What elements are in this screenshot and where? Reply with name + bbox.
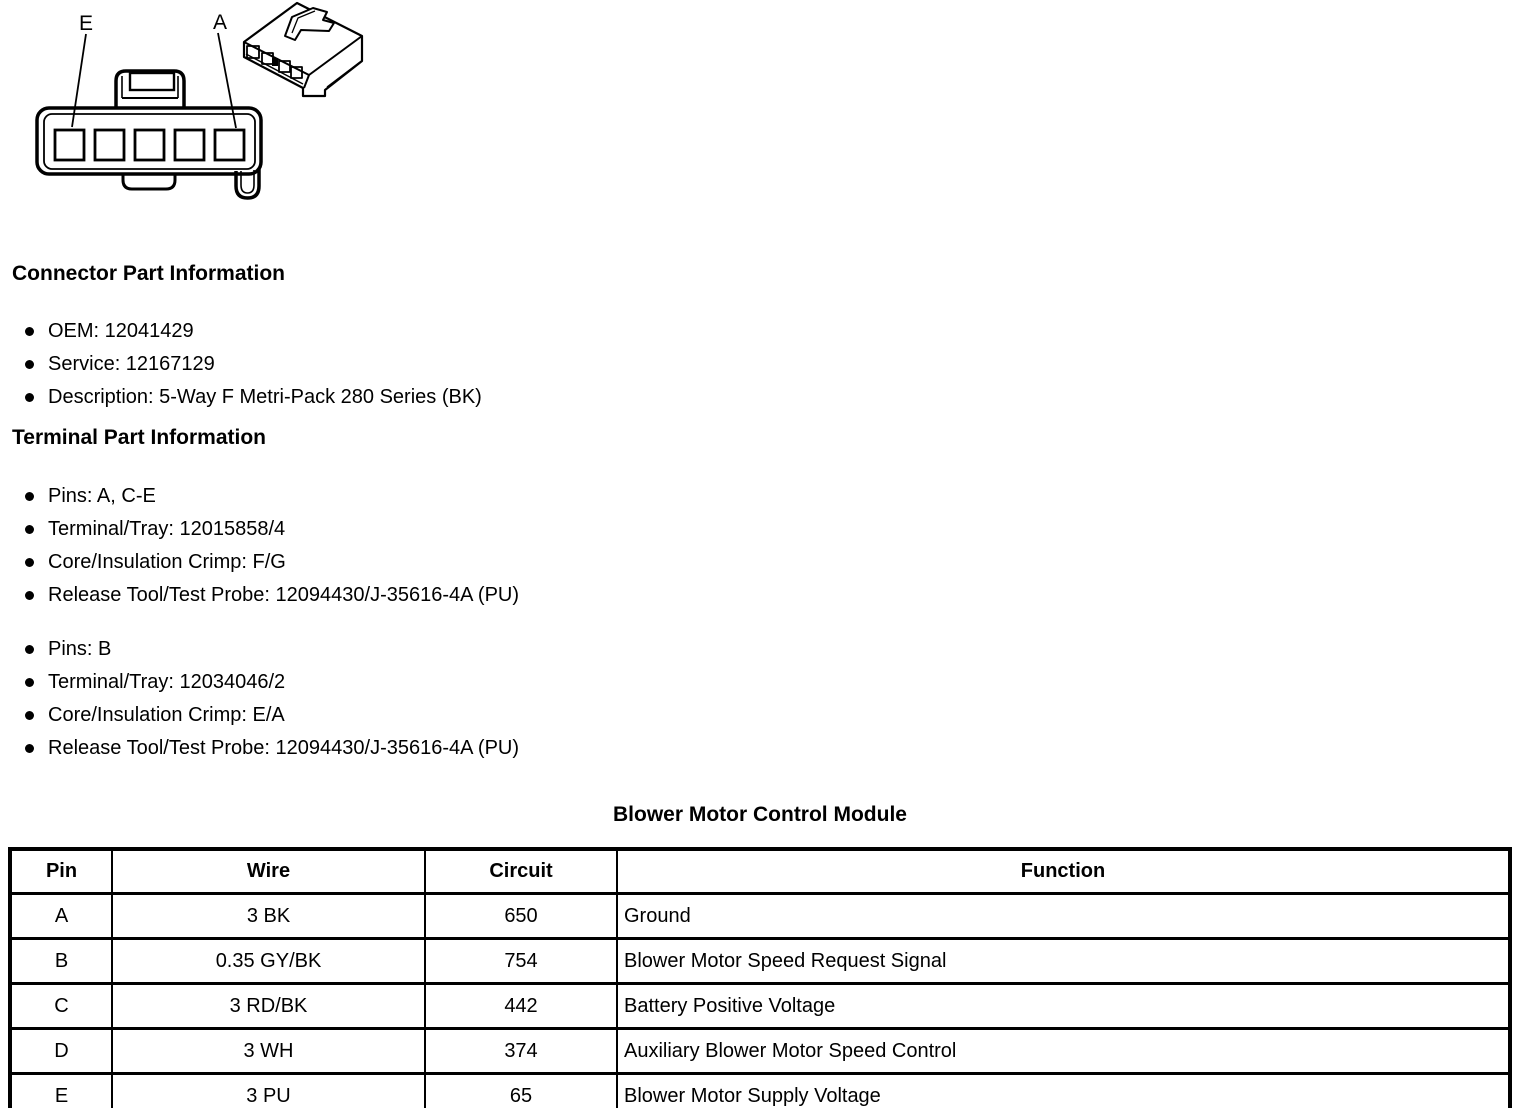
list-item [25, 579, 519, 612]
circuit-cell: 754 [425, 939, 617, 984]
list-item [25, 699, 519, 732]
cavity-c [135, 130, 164, 160]
circuit-cell: 442 [425, 984, 617, 1029]
bullet-icon [25, 678, 34, 687]
list-item-text: Description: 5-Way F Metri-Pack 280 Series (BK) [48, 386, 482, 408]
pin-cell: A [10, 894, 112, 939]
connector-front-view [37, 33, 261, 198]
pin-cell: B [10, 939, 112, 984]
bullet-icon [25, 492, 34, 501]
table-row [10, 939, 1510, 984]
bullet-icon [25, 558, 34, 567]
wire-cell: 0.35 GY/BK [112, 939, 425, 984]
list-item [25, 315, 482, 348]
bullet-icon [25, 711, 34, 720]
list-item [25, 348, 482, 381]
cavity-d [95, 130, 124, 160]
pin-label-e: E [78, 12, 94, 35]
table-header-row [10, 849, 1510, 894]
circuit-cell: 374 [425, 1029, 617, 1074]
pin-cell: E [10, 1074, 112, 1108]
connector-part-information-heading: Connector Part Information [12, 262, 286, 285]
wire-cell: 3 BK [112, 894, 425, 939]
circuit-header: Circuit [425, 849, 617, 894]
list-item-text: Service: 12167129 [48, 353, 215, 375]
circuit-cell: 65 [425, 1074, 617, 1108]
function-cell: Blower Motor Supply Voltage [617, 1074, 1510, 1108]
function-cell: Auxiliary Blower Motor Speed Control [617, 1029, 1510, 1074]
leader-line-e [72, 34, 86, 127]
list-item-text: Terminal/Tray: 12015858/4 [48, 518, 286, 540]
pin-label-a: A [212, 11, 228, 34]
connector-perspective-view [244, 3, 362, 96]
list-item-text: OEM: 12041429 [48, 320, 194, 342]
circuit-cell: 650 [425, 894, 617, 939]
table-row [10, 1029, 1510, 1074]
list-item-text: Pins: A, C-E [48, 485, 156, 507]
terminal-part-information-heading: Terminal Part Information [12, 426, 266, 449]
cavity-e [55, 130, 84, 160]
function-cell: Blower Motor Speed Request Signal [617, 939, 1510, 984]
function-cell: Battery Positive Voltage [617, 984, 1510, 1029]
terminal-group-1-list [25, 480, 519, 612]
pinout-table [8, 847, 1512, 1108]
list-item-text: Pins: B [48, 638, 112, 660]
bullet-icon [25, 591, 34, 600]
bullet-icon [25, 645, 34, 654]
list-item [25, 546, 519, 579]
table-row [10, 894, 1510, 939]
list-item-text: Core/Insulation Crimp: E/A [48, 704, 285, 726]
wire-cell: 3 RD/BK [112, 984, 425, 1029]
bullet-icon [25, 393, 34, 402]
list-item-text: Release Tool/Test Probe: 12094430/J-35616-4A (PU) [48, 584, 520, 606]
pinout-table-title: Blower Motor Control Module [613, 803, 907, 826]
pin-cell: C [10, 984, 112, 1029]
wire-header: Wire [112, 849, 425, 894]
list-item [25, 480, 519, 513]
bullet-icon [25, 327, 34, 336]
bullet-icon [25, 525, 34, 534]
bullet-icon [25, 744, 34, 753]
cavity-a [215, 130, 244, 160]
function-header: Function [617, 849, 1510, 894]
keyway [272, 58, 278, 66]
table-row [10, 984, 1510, 1029]
wire-cell: 3 WH [112, 1029, 425, 1074]
list-item-text: Core/Insulation Crimp: F/G [48, 551, 286, 573]
bullet-icon [25, 360, 34, 369]
list-item-text: Release Tool/Test Probe: 12094430/J-35616-4A (PU) [48, 737, 520, 759]
list-item [25, 381, 482, 414]
list-item [25, 732, 519, 765]
pin-header: Pin [10, 849, 112, 894]
list-item [25, 633, 519, 666]
list-item [25, 513, 519, 546]
connector-diagram [0, 0, 400, 240]
table-row [10, 1074, 1510, 1108]
list-item-text: Terminal/Tray: 12034046/2 [48, 671, 286, 693]
cavity-b [175, 130, 204, 160]
list-item [25, 666, 519, 699]
terminal-group-2-list [25, 633, 519, 765]
connector-part-information-list [25, 315, 482, 414]
pin-cell: D [10, 1029, 112, 1074]
wire-cell: 3 PU [112, 1074, 425, 1108]
function-cell: Ground [617, 894, 1510, 939]
